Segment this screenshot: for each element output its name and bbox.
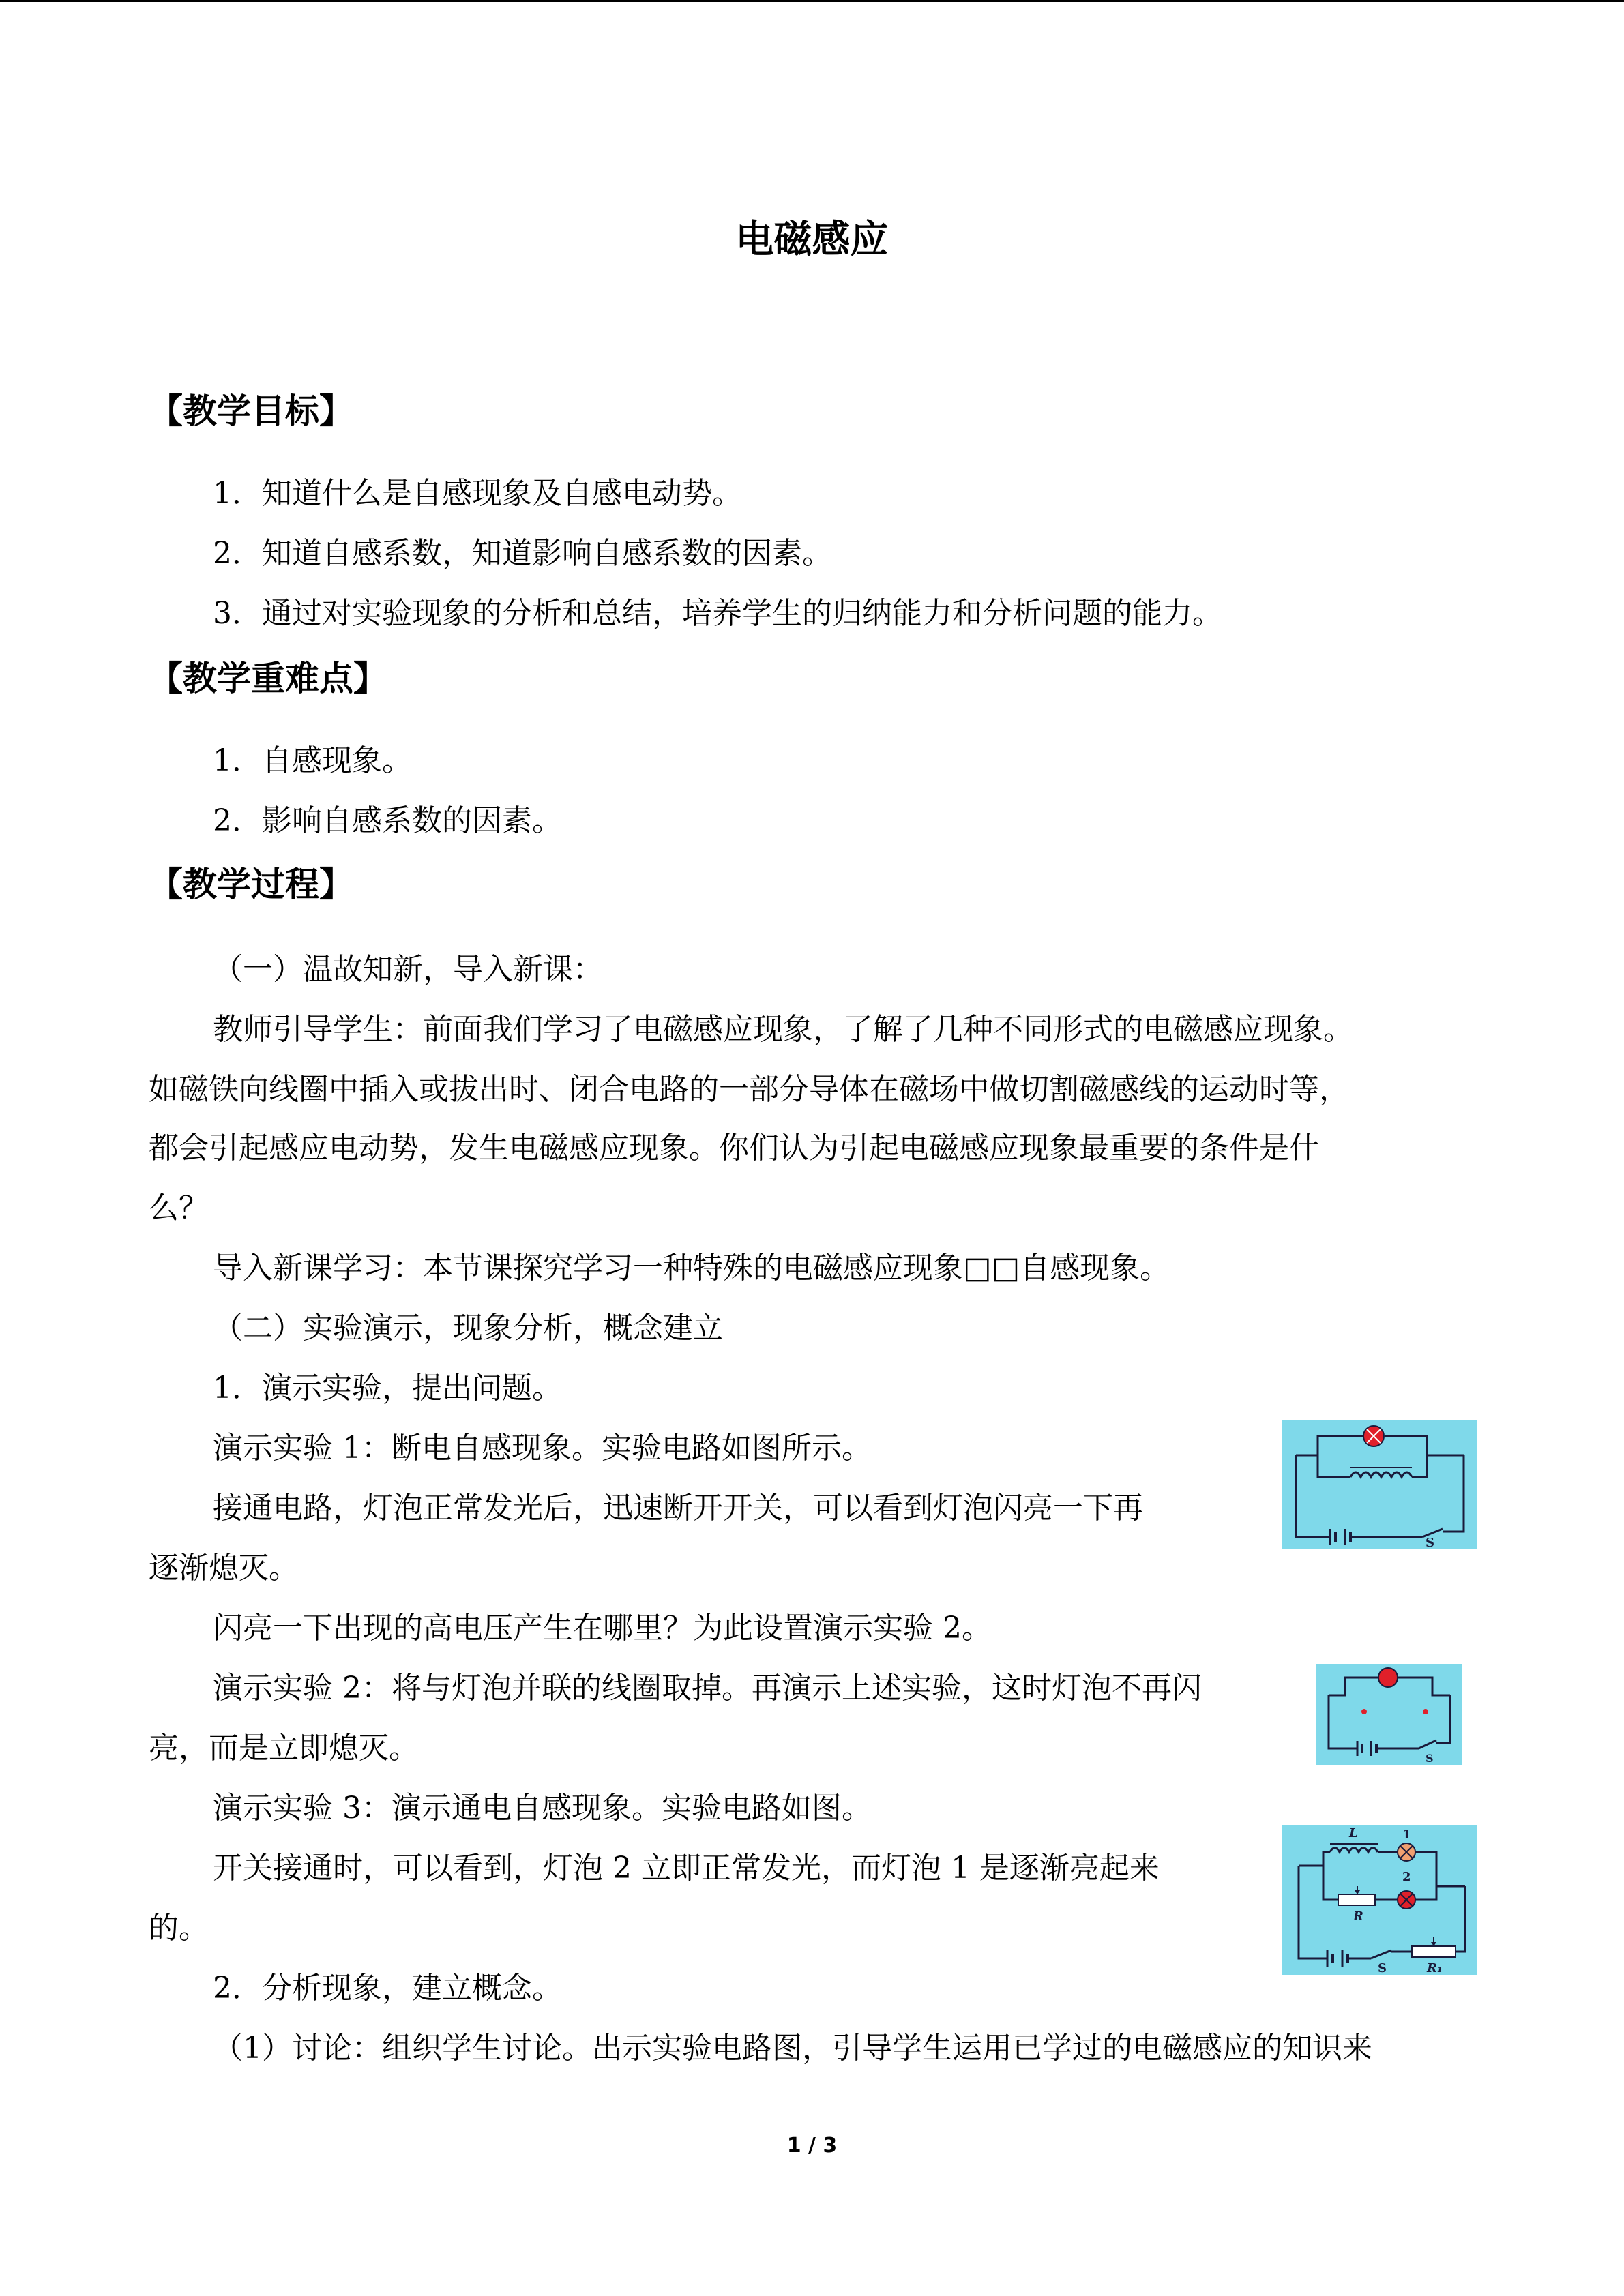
circuit-figure-1 (1282, 1420, 1477, 1549)
process-line: （二）实验演示，现象分析，概念建立 (213, 1311, 723, 1345)
process-line: 的。 (149, 1911, 209, 1945)
inductor-label: L (1349, 1826, 1358, 1840)
circuit-figure-2 (1316, 1664, 1462, 1765)
lamp-1-label: 1 (1402, 1828, 1411, 1842)
lamp-2-label: 2 (1402, 1870, 1411, 1884)
process-line: 演示实验 1：断电自感现象。实验电路如图所示。 (213, 1431, 872, 1465)
process-line: 1．演示实验，提出问题。 (213, 1371, 562, 1405)
process-line: 亮，而是立即熄灭。 (149, 1731, 419, 1765)
resistor-label: R (1353, 1909, 1363, 1924)
top-border (0, 0, 1624, 2)
circuit-diagram-2 (1316, 1664, 1462, 1765)
circuit-figure-3 (1282, 1825, 1477, 1975)
objective-item: 1．知道什么是自感现象及自感电动势。 (213, 476, 742, 511)
process-line: 么？ (149, 1191, 209, 1225)
circuit-diagram-3 (1282, 1825, 1477, 1975)
process-line: 接通电路，灯泡正常发光后，迅速断开开关，可以看到灯泡闪亮一下再 (213, 1491, 1143, 1525)
process-line: 2．分析现象，建立概念。 (213, 1971, 562, 2006)
circuit-diagram-1 (1282, 1420, 1477, 1549)
process-line: 都会引起感应电动势，发生电磁感应现象。你们认为引起电磁感应现象最重要的条件是什 (149, 1131, 1319, 1165)
process-line: （1）讨论：组织学生讨论。出示实验电路图，引导学生运用已学过的电磁感应的知识来 (213, 2031, 1372, 2066)
process-line: 演示实验 2：将与灯泡并联的线圈取掉。再演示上述实验，这时灯泡不再闪 (213, 1671, 1202, 1705)
key-point-item: 2．影响自感系数的因素。 (213, 803, 562, 838)
objective-item: 3．通过对实验现象的分析和总结，培养学生的归纳能力和分析问题的能力。 (213, 596, 1222, 631)
process-line: 演示实验 3：演示通电自感现象。实验电路如图。 (213, 1791, 872, 1825)
page-title: 电磁感应 (735, 218, 889, 262)
process-line: 逐渐熄灭。 (149, 1551, 299, 1585)
process-line: 开关接通时，可以看到，灯泡 2 立即正常发光，而灯泡 1 是逐渐亮起来 (213, 1851, 1160, 1885)
process-line: 闪亮一下出现的高电压产生在哪里？为此设置演示实验 2。 (213, 1611, 992, 1645)
process-line: （一）温故知新，导入新课： (213, 952, 603, 987)
section-heading-process: 【教学过程】 (149, 865, 353, 904)
process-line: 教师引导学生：前面我们学习了电磁感应现象，了解了几种不同形式的电磁感应现象。 (213, 1012, 1353, 1047)
process-line: 如磁铁向线圈中插入或拔出时、闭合电路的一部分导体在磁场中做切割磁感线的运动时等， (149, 1072, 1349, 1107)
objective-item: 2．知道自感系数，知道影响自感系数的因素。 (213, 536, 832, 571)
rheostat-label: R₁ (1427, 1961, 1443, 1975)
process-line: 导入新课学习：本节课探究学习一种特殊的电磁感应现象□□自感现象。 (213, 1251, 1170, 1285)
switch-label: S (1426, 1752, 1434, 1765)
switch-label: S (1426, 1536, 1434, 1549)
page-number: 1 / 3 (786, 2134, 838, 2158)
switch-label: S (1378, 1961, 1387, 1975)
key-point-item: 1．自感现象。 (213, 743, 412, 778)
section-heading-objectives: 【教学目标】 (149, 391, 353, 431)
section-heading-key-points: 【教学重难点】 (149, 659, 387, 698)
